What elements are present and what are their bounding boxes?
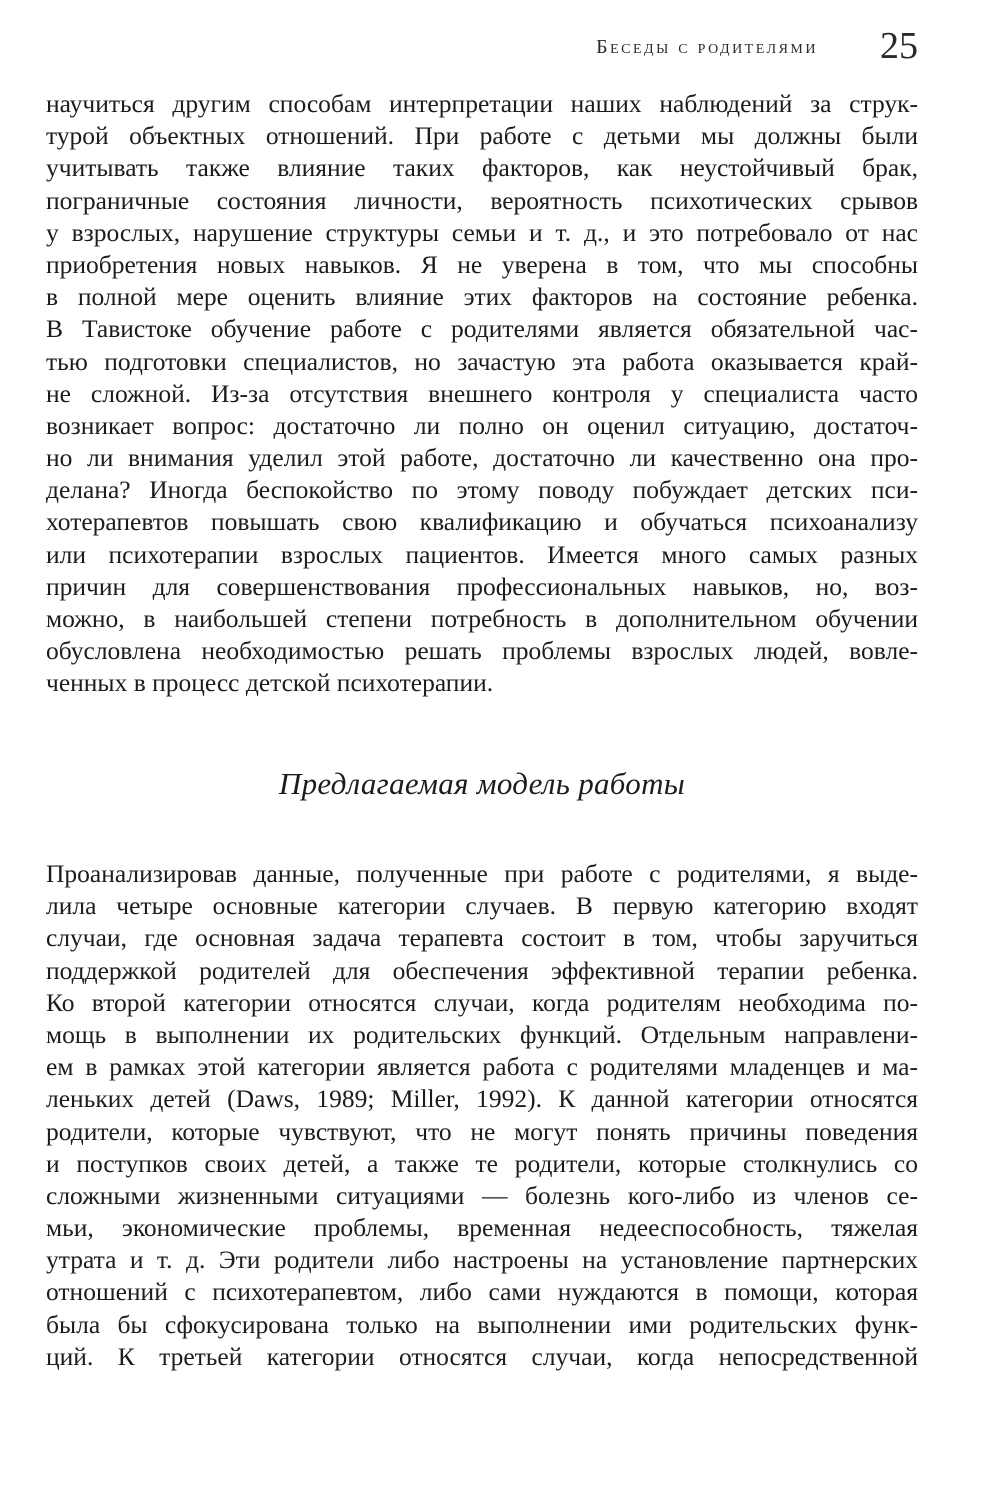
text-line: родители, которые чувствуют, что не могут понять причины поведения	[46, 1116, 918, 1146]
running-title: Беседы с родителями	[596, 36, 818, 58]
text-line: тью подготовки специалистов, но зачастую эта работа оказывается край-	[46, 346, 918, 376]
paragraph-1	[46, 88, 918, 700]
text-line: учитывать также влияние таких факторов, как неустойчивый брак,	[46, 153, 918, 183]
text-line: причин для совершенствования профессиональных навыков, но, воз-	[46, 571, 918, 601]
text-line: ченных в процесс детской психотерапии.	[46, 668, 494, 698]
text-line: была бы сфокусирована только на выполнении ими родительских функ-	[46, 1309, 918, 1339]
text-line: и поступков своих детей, а также те родители, которые столкнулись со	[46, 1148, 918, 1178]
text-line: но ли внимания уделил этой работе, достаточно ли качественно она про-	[46, 443, 918, 473]
text-line: обусловлена необходимостью решать проблемы взрослых людей, вовле-	[46, 636, 918, 666]
text-line: лила четыре основные категории случаев. В первую категорию входят	[46, 891, 918, 921]
text-line: не сложной. Из-за отсутствия внешнего контроля у специалиста часто	[46, 378, 918, 408]
text-line: у взрослых, нарушение структуры семьи и т. д., и это потребовало от нас	[46, 217, 918, 247]
text-line: или психотерапии взрослых пациентов. Имеется много самых разных	[46, 539, 918, 569]
text-line: возникает вопрос: достаточно ли полно он оценил ситуацию, достаточ-	[46, 410, 918, 440]
running-head	[46, 25, 918, 70]
text-line: пограничные состояния личности, вероятность психотических срывов	[46, 185, 918, 215]
text-line: хотерапевтов повышать свою квалификацию и обучаться психоанализу	[46, 507, 918, 537]
text-line: Проанализировав данные, полученные при работе с родителями, я выде-	[46, 859, 918, 888]
text-line: случаи, где основная задача терапевта состоит в том, чтобы заручиться	[46, 923, 918, 953]
text-line: делана? Иногда беспокойство по этому поводу побуждает детских пси-	[46, 475, 918, 505]
text-line: ем в рамках этой категории является работа с родителями младенцев и ма-	[46, 1052, 918, 1082]
page-number: 25	[880, 25, 918, 67]
paragraph-2	[46, 858, 918, 1373]
text-line: отношений с психотерапевтом, либо сами нуждаются в помощи, которая	[46, 1277, 918, 1307]
text-line: В Тавистоке обучение работе с родителями является обязательной час-	[46, 314, 918, 344]
text-line: Ко второй категории относятся случаи, когда родителям необходима по-	[46, 987, 918, 1017]
text-line: поддержкой родителей для обеспечения эффективной терапии ребенка.	[46, 955, 918, 985]
text-line: утрата и т. д. Эти родители либо настроены на установление партнерских	[46, 1245, 918, 1275]
text-line: сложными жизненными ситуациями — болезнь кого-либо из членов се-	[46, 1180, 918, 1210]
text-line: научиться другим способам интерпретации наших наблюдений за струк-	[46, 89, 918, 118]
text-line: можно, в наибольшей степени потребность в дополнительном обучении	[46, 604, 918, 633]
text-line: мьи, экономические проблемы, временная недееспособность, тяжелая	[46, 1213, 918, 1243]
text-line: в полной мере оценить влияние этих факторов на состояние ребенка.	[46, 282, 918, 312]
text-line: мощь в выполнении их родительских функций. Отдельным направлени-	[46, 1019, 918, 1049]
section-heading: Предлагаемая модель работы	[278, 766, 686, 801]
text-line: леньких детей (Daws, 1989; Miller, 1992). К данной категории относятся	[46, 1084, 918, 1114]
text-line: приобретения новых навыков. Я не уверена в том, что мы способны	[46, 249, 918, 279]
text-line: ций. К третьей категории относятся случаи, когда непосредственной	[46, 1341, 918, 1371]
text-line: турой объектных отношений. При работе с детьми мы должны были	[46, 121, 918, 151]
